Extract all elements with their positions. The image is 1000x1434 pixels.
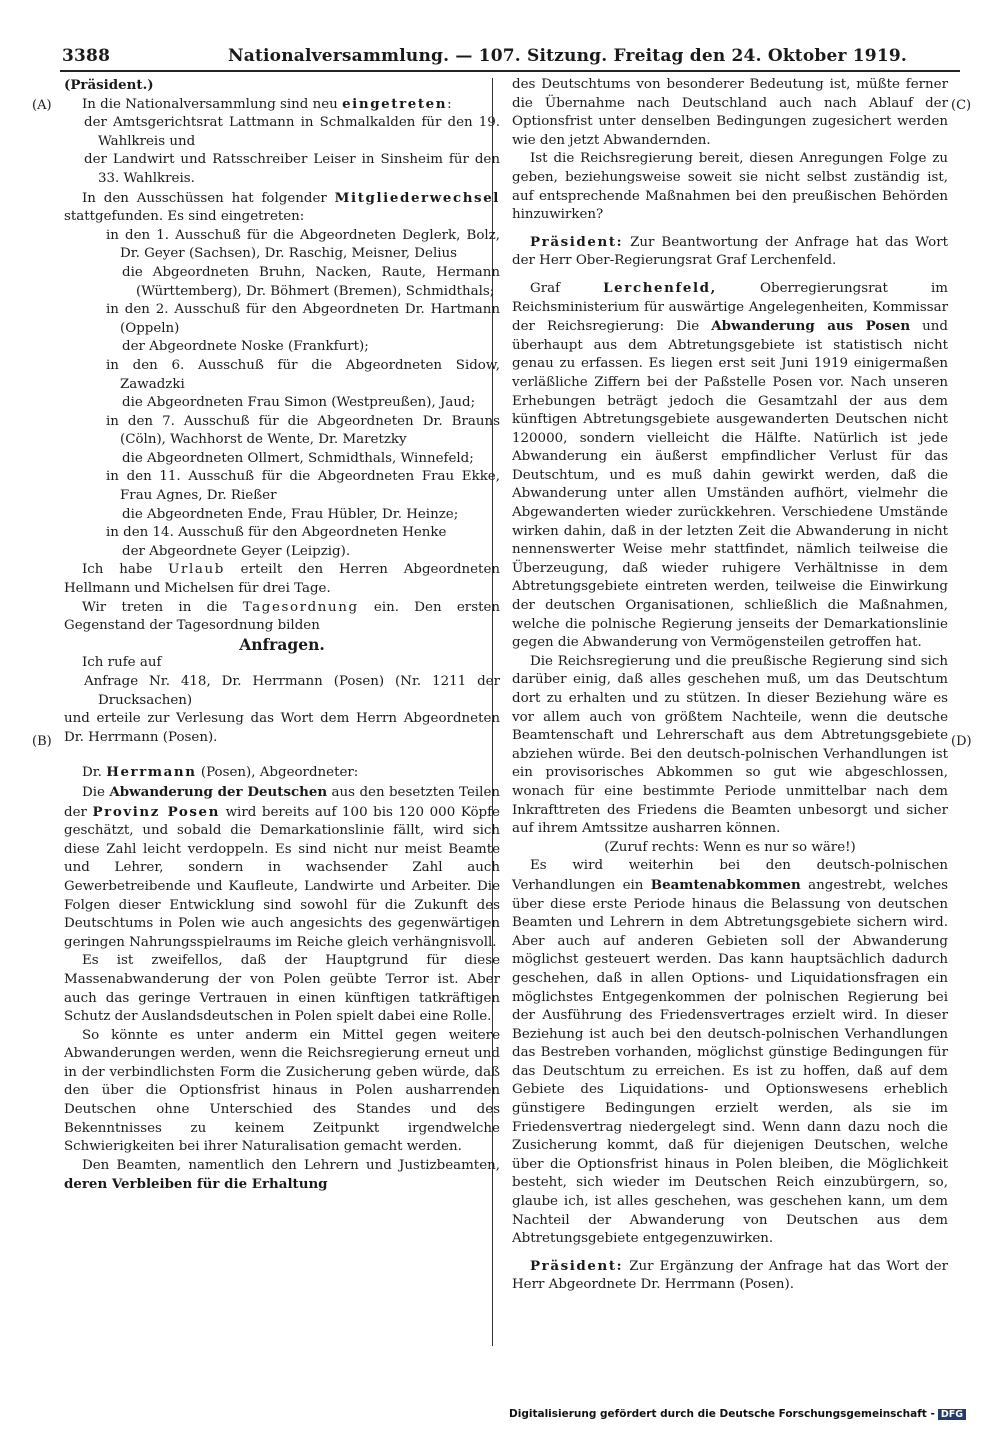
paragraph: Ich habe Urlaub erteilt den Herren Abgeordneten Hellmann und Michelsen für drei Tage. xyxy=(64,562,500,597)
section-heading: Anfragen. xyxy=(239,634,325,654)
list-item: in den 14. Ausschuß für den Abgeordneten Henke xyxy=(106,525,447,541)
paragraph: Wir treten in die Tagesordnung ein. Den ersten Gegenstand der Tagesordnung bilden xyxy=(64,599,500,634)
list-item: die Abgeordneten Ollmert, Schmidthals, Winnefeld; xyxy=(122,450,474,466)
margin-marker-d: (D) xyxy=(951,734,972,749)
list-item: Anfrage Nr. 418, Dr. Herrmann (Posen) (Nr. 1211 der Drucksachen) xyxy=(84,674,500,708)
list-item: in den 11. Ausschuß für die Abgeordneten Frau Ekke, Frau Agnes, Dr. Rießer xyxy=(106,469,500,504)
page-number: 3388 xyxy=(62,46,111,66)
footer-text: Digitalisierung gefördert durch die Deutsche Forschungsgemeinschaft - xyxy=(509,1408,935,1420)
dfg-logo: DFG xyxy=(938,1409,966,1420)
paragraph: Ist die Reichsregierung bereit, diesen Anregungen Folge zu geben, beziehungsweise soweit sie nicht selbst zuständig ist, auf entsprechende Maßnahmen bei den preußischen Behörden hinzuwirken? xyxy=(512,151,948,223)
spacer xyxy=(512,1249,948,1257)
paragraph: Ich rufe auf xyxy=(82,655,162,671)
margin-marker-c: (C) xyxy=(951,98,972,113)
list-item: der Abgeordnete Noske (Frankfurt); xyxy=(122,339,369,355)
spacer xyxy=(64,747,500,763)
paragraph: Die Abwanderung der Deutschen aus den besetzten Teilen der Provinz Posen wird bereits auf 100 bis 120 000 Köpfe geschätzt, und sobald die Demarkationslinie fällt, wird sich diese Zahl leicht verdoppeln. Es sind nicht nur meist Beamte und Lehrer, sondern in wachsender Zahl auch Gewerbetreibende und Kaufleute, Landwirte und Arbeiter. Die Folgen dieser Entwicklung sind sowohl für die Zukunft des Deutschtums in Polen wie auch angesichts des gegenwärtigen geringen Nahrungsspielraums im Reiche gleich verhängnisvoll. xyxy=(64,783,500,950)
list-item: in den 7. Ausschuß für die Abgeordneten Dr. Brauns (Cöln), Wachhorst de Wente, Dr. Maretzky xyxy=(106,413,500,448)
left-column xyxy=(64,76,500,1195)
spacer xyxy=(512,271,948,279)
list-item: in den 1. Ausschuß für die Abgeordneten Deglerk, Bolz, Dr. Geyer (Sachsen), Dr. Raschig, Meisner, Delius xyxy=(106,227,500,262)
paragraph: So könnte es unter anderm ein Mittel gegen weitere Abwanderungen werden, wenn die Reichsregierung erneut und in der verbindlichsten Form die Zusicherung geben würde, daß den über die Optionsfrist hinaus in Polen ausharrenden Deutschen ohne Unterschied des Standes und des Bekenntnisses zu keinem Zeitpunkt irgendwelche Schwierigkeiten bei ihrer Naturalisation gemacht werden. xyxy=(64,1027,500,1155)
paragraph: Graf Lerchenfeld, Oberregierungsrat im Reichsministerium für auswärtige Angelegenheiten, Kommissar der Reichsregierung: Die Abwanderung aus Posen und überhaupt aus dem Abtretungsgebiete ist statistisch nicht genau zu erfassen. Es liegen erst seit Juni 1919 einigermaßen verläßliche Ziffern bei der Paßstelle Posen vor. Nach unseren Erhebungen beträgt jedoch die Gesamtzahl der aus dem künftigen Abtretungsgebiete ausgewanderten Deutschen nicht 120000, sondern vielleicht die Hälfte. Natürlich ist jede Abwanderung ein äußerst empfindlicher Verlust für das Deutschtum, und es muß dahin gewirkt werden, daß die Abwanderung unter allen Umständen aufhört, vielmehr die Abgewanderten wieder zurückkehren. Verschiedene Umstände wirken dahin, daß in der letzten Zeit die Abwanderung in nicht nennenswerter Weise mehr stattfindet, nämlich teilweise die Überzeugung, daß wieder ruhigere Verhältnisse in dem Abtretungsgebiete eintreten werden, teilweise die Einwirkung der deutschen Organisationen, schließlich die Maßnahmen, welche die polnische Regierung jenseits der Demarkationslinie gegen die Abwanderung von Vermögensteilen getroffen hat. xyxy=(512,279,948,651)
list-item: die Abgeordneten Ende, Frau Hübler, Dr. Heinze; xyxy=(122,506,459,522)
list-item: der Abgeordnete Geyer (Leipzig). xyxy=(122,543,351,559)
speaker-line: Dr. Herrmann (Posen), Abgeordneter: xyxy=(82,764,359,781)
paragraph: Die Reichsregierung und die preußische Regierung sind sich darüber einig, daß alles geschehen muß, um das Deutschtum dort zu erhalten und zu stützen. In dieser Beziehung wäre es vor allem auch von größtem Nachteile, wenn die deutsche Beamtenschaft und Lehrerschaft aus dem Abtretungsgebiete abziehen würde. Bei den deutsch-polnischen Verhandlungen ist ein provisorisches Abkommen so gut wie abgeschlossen, wonach für eine bestimmte Periode unmittelbar nach dem Inkrafttreten des Friedens die Beamten unbesorgt und sicher auf ihrem Amtssitze ausharren können. xyxy=(512,653,948,837)
paragraph: In die Nationalversammlung sind neu eingetreten: xyxy=(82,95,452,112)
running-header xyxy=(60,44,960,72)
list-item: die Abgeordneten Frau Simon (Westpreußen), Jaud; xyxy=(122,395,476,411)
header-title: Nationalversammlung. — 107. Sitzung. Freitag den 24. Oktober 1919. xyxy=(228,46,908,66)
list-item: in den 6. Ausschuß für die Abgeordneten Sidow, Zawadzki xyxy=(106,357,500,392)
spacer xyxy=(512,225,948,233)
interjection: (Zuruf rechts: Wenn es nur so wäre!) xyxy=(604,839,856,855)
right-column xyxy=(512,76,948,1295)
margin-marker-a: (A) xyxy=(32,98,52,113)
margin-marker-b: (B) xyxy=(32,734,52,749)
paragraph: Präsident: Zur Beantwortung der Anfrage hat das Wort der Herr Ober-Regierungsrat Graf Lerchenfeld. xyxy=(512,233,948,269)
paragraph: Es wird weiterhin bei den deutsch-polnischen Verhandlungen ein Beamtenabkommen angestrebt, welches über diese erste Periode hinaus die Belassung von deutschen Beamten und Lehrern in dem Abtretungsgebiete sichern wird. Aber auch auf anderen Gebieten soll der Abwanderung möglichst gesteuert werden. Das kann hauptsächlich dadurch geschehen, daß in allen Options- und Liquidationsfragen ein möglichstes Entgegenkommen der polnischen Regierung bei der Ausführung des Friedensvertrages erzielt wird. In dieser Beziehung ist auch bei den deutsch-polnischen Verhandlungen das Bestreben vorhanden, möglichst günstige Bedingungen für das Deutschtum zu erreichen. Es ist zu hoffen, daß auf dem Gebiete des Liquidations- und Optionswesens erheblich günstigere Bedingungen erzielt werden, als sie im Friedensvertrag niedergelegt sind. Wenn dann dazu noch die Zusicherung kommt, daß für diejenigen Deutschen, welche über die Optionsfrist hinaus in Polen bleiben, die Möglichkeit besteht, sich wieder im Deutschen Reich einzubürgern, so, glaube ich, ist alles geschehen, was geschehen kann, um dem Nachteil der Abwanderung von Deutschen aus dem Abtretungsgebiete entgegenzuwirken. xyxy=(512,858,948,1247)
digitization-footer xyxy=(509,1408,966,1420)
list-item: die Abgeordneten Bruhn, Nacken, Raute, Hermann (Württemberg), Dr. Böhmert (Bremen), Schmidthals; xyxy=(122,264,500,299)
paragraph: Präsident: Zur Ergänzung der Anfrage hat das Wort der Herr Abgeordnete Dr. Herrmann (Posen). xyxy=(512,1257,948,1293)
speaker-tag: (Präsident.) xyxy=(64,77,154,93)
paragraph: des Deutschtums von besonderer Bedeutung ist, müßte ferner die Übernahme nach Deutschland auch nach Ablauf der Optionsfrist unter denselben Bedingungen zugesichert werden wie den jetzt Abwandernden. xyxy=(512,77,948,148)
list-item: der Amtsgerichtsrat Lattmann in Schmalkalden für den 19. Wahlkreis und xyxy=(84,115,500,149)
paragraph: Den Beamten, namentlich den Lehrern und Justizbeamten, deren Verbleiben für die Erhaltung xyxy=(64,1157,500,1193)
list-item: in den 2. Ausschuß für den Abgeordneten Dr. Hartmann (Oppeln) xyxy=(106,302,500,336)
list-item: der Landwirt und Ratsschreiber Leiser in Sinsheim für den 33. Wahlkreis. xyxy=(84,152,500,186)
paragraph: und erteile zur Verlesung das Wort dem Herrn Abgeordneten Dr. Herrmann (Posen). xyxy=(64,711,500,745)
paragraph: In den Ausschüssen hat folgender Mitgliederwechsel stattgefunden. Es sind eingetreten: xyxy=(64,189,500,225)
paragraph: Es ist zweifellos, daß der Hauptgrund für diese Massenabwanderung der von Polen geübte Terror ist. Aber auch das geringe Vertrauen in einen künftigen tatkräftigen Schutz der Auslandsdeutschen in Polen spielt dabei eine Rolle. xyxy=(64,953,500,1025)
